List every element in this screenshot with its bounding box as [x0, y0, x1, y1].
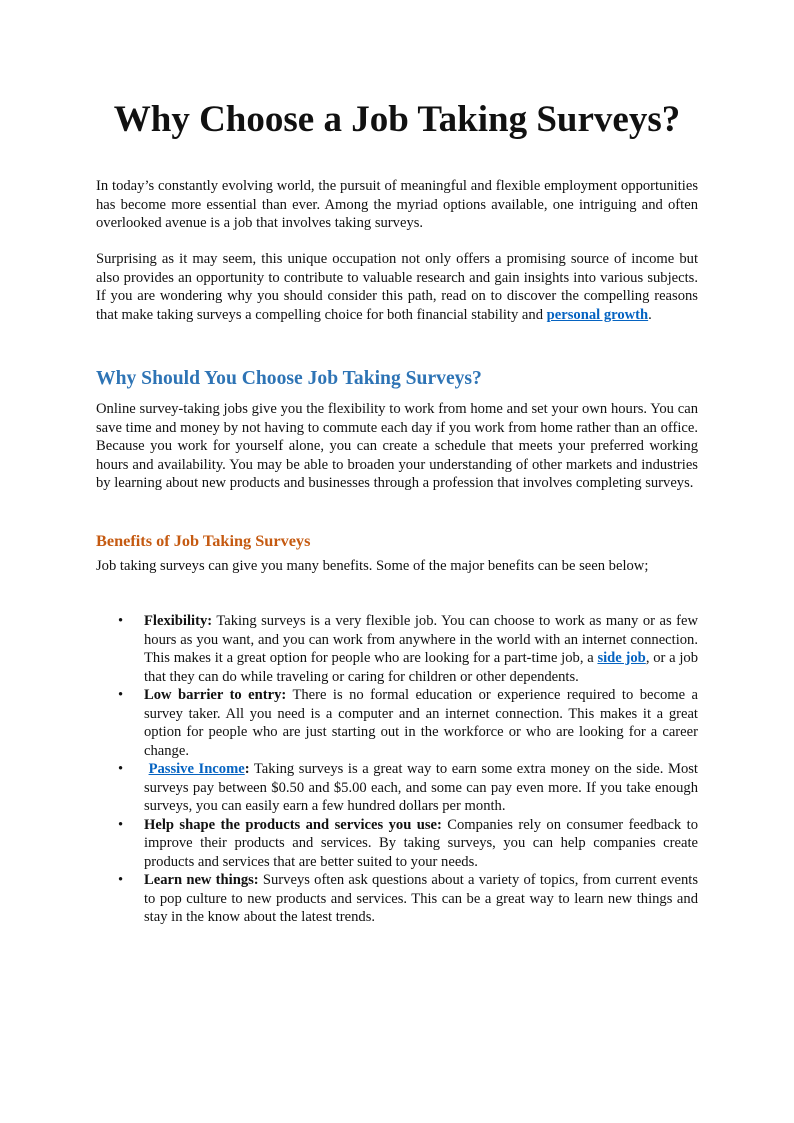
benefits-intro: Job taking surveys can give you many benefits. Some of the major benefits can be seen below; — [96, 558, 649, 574]
section-heading-why-choose: Why Should You Choose Job Taking Surveys? — [96, 368, 482, 389]
bullet-icon: • — [118, 761, 124, 777]
item-label: Learn new things: — [144, 872, 259, 888]
page-title: Why Choose a Job Taking Surveys? — [113, 99, 681, 140]
personal-growth-link[interactable]: personal growth — [546, 306, 649, 323]
benefits-list — [96, 612, 698, 927]
item-text: Surveys often ask questions about a variety of topics, from current events to pop culture to new products and services. This can be a great way to learn new things and stay in the know about the latest trends. — [144, 872, 699, 925]
passive-income-link[interactable]: Passive Income — [148, 761, 245, 777]
bullet-icon: • — [118, 613, 124, 629]
item-text-end: , or a job that they can do while traveling or caring for children or other dependents. — [144, 650, 698, 685]
list-item-learn-new — [96, 871, 698, 927]
side-job-link[interactable]: side job — [597, 650, 646, 666]
intro-paragraph-2-text: Surprising as it may seem, this unique occupation not only offers a promising source of income but also provides an opportunity to contribute to valuable research and gain insights into various subjects. If you are wondering why you should consider this path, read on to discover the compelling reasons that make taking surveys a compelling choice for both financial stability and — [96, 251, 698, 323]
item-label: Flexibility: — [144, 613, 213, 629]
intro-paragraph-2 — [96, 250, 698, 324]
list-item-low-barrier — [96, 686, 698, 760]
section-heading-benefits: Benefits of Job Taking Surveys — [96, 531, 311, 550]
item-label: Help shape the products and services you use: — [144, 816, 442, 833]
intro-paragraph-1: In today’s constantly evolving world, the pursuit of meaningful and flexible employment opportunities has become more essential than ever. Among the myriad options available, one intriguing and often overlooked avenue is a job that involves taking surveys. — [96, 178, 698, 231]
bullet-icon: • — [118, 872, 124, 888]
item-text: Companies rely on consumer feedback to improve their products and services. By taking surveys, you can help companies create products and services that are better suited to your needs. — [144, 816, 698, 870]
item-label-colon: : — [244, 761, 250, 777]
bullet-icon: • — [118, 816, 124, 833]
item-label: Low barrier to entry: — [144, 687, 287, 703]
list-item-help-shape — [96, 816, 698, 872]
item-text: Taking surveys is a great way to earn some extra money on the side. Most surveys pay between $0.50 and $5.00 each, and some can pay even more. If you take enough surveys, you can easily earn a few hundred dollars per month. — [144, 761, 698, 814]
section-why-choose-body: Online survey-taking jobs give you the flexibility to work from home and set your own hours. You can save time and money by not having to commute each day if you work from home rather than an office. Because you work for yourself alone, you can create a schedule that meets your preferred working hours and availability. You may be able to broaden your understanding of other markets and industries by learning about new products and businesses through a profession that involves completing surveys. — [96, 401, 698, 491]
bullet-icon: • — [118, 687, 124, 703]
item-text: There is no formal education or experience required to become a survey taker. All you need is a computer and an internet connection. This makes it a great option for people who are just starting out in the workforce or who are looking for a career change. — [144, 687, 699, 759]
item-text: Taking surveys is a very flexible job. You can choose to work as many or as few hours as you want, and you can work from anywhere in the world with an internet connection. This makes it a great option for people who are looking for a part-time job, a — [144, 613, 698, 666]
list-item-flexibility — [96, 612, 698, 686]
intro-paragraph-2-end: . — [648, 306, 652, 323]
list-item-passive-income — [96, 760, 698, 816]
